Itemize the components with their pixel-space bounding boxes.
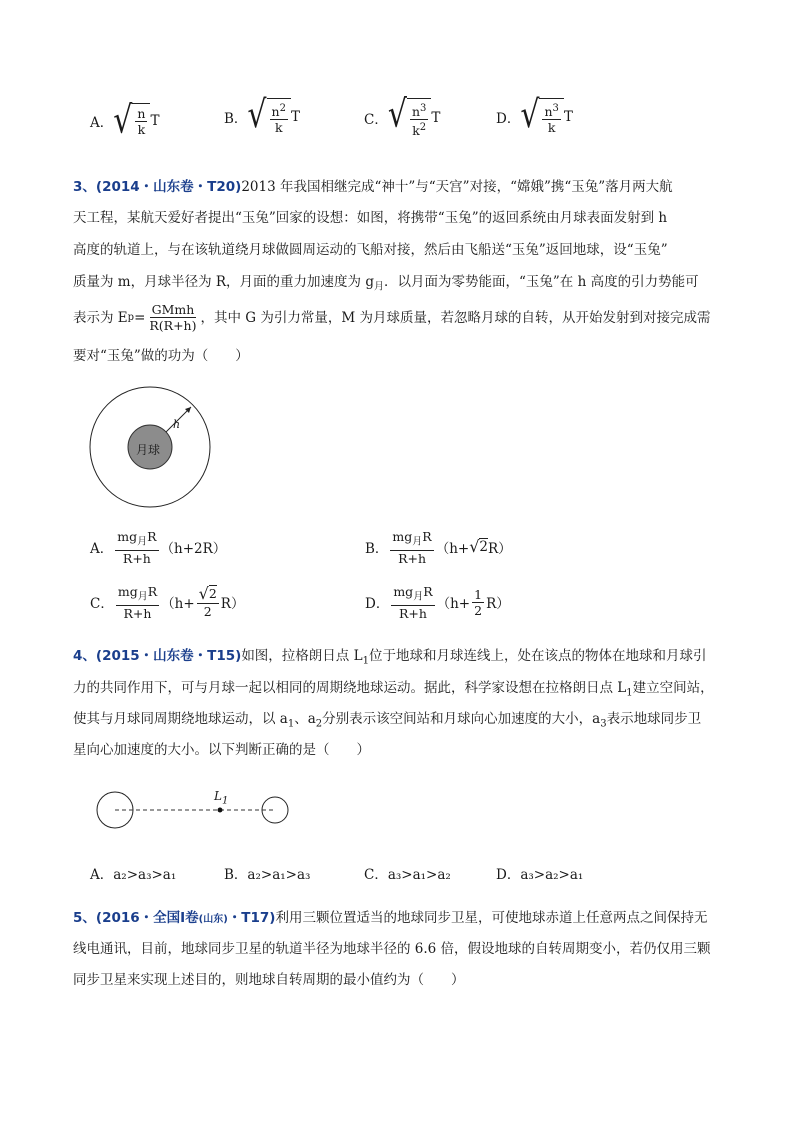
subscript: 2 <box>315 718 323 730</box>
option-label: D． <box>365 596 390 613</box>
q2-option-c <box>364 92 441 139</box>
sqrt2-over-2 <box>197 585 219 619</box>
q4-option-d: D．a₃>a₂>a₁ <box>496 867 584 883</box>
q3-option-b <box>365 529 512 566</box>
q4-text: 力的共同作用下，可与月球一起以相同的周期绕地球运动。据此，科学家设想在拉格朗日点 L <box>73 680 627 696</box>
frac-den: k <box>547 120 556 136</box>
sqrt-symbol: √ 2 <box>469 537 489 557</box>
q3-line-5 <box>73 302 710 333</box>
subscript: 月 <box>137 591 148 603</box>
frac-num: n <box>271 104 280 120</box>
option-tail: T <box>150 113 160 129</box>
radicand: 2 <box>208 586 217 602</box>
q3-text: ，其中 G 为引力常量，M 为月球质量，若忽略月球的自转，从开始发射到对接完成需 <box>200 309 711 326</box>
frac-num: n <box>544 104 553 120</box>
frac-den: 2 <box>203 604 212 620</box>
option-tail: R） <box>488 541 512 558</box>
h-label: h <box>173 418 181 431</box>
option-label: B． <box>365 541 389 558</box>
option-tail: T <box>563 108 573 125</box>
l1-letter: L <box>214 789 222 803</box>
q3-line-2: 天工程，某航天爱好者提出“玉兔”回家的设想：如图，将携带“玉兔”的返回系统由月球表面发射到 h <box>73 210 668 226</box>
frac-num: 1 <box>474 586 483 602</box>
option-tail: T <box>290 108 300 125</box>
frac-num-tail: R <box>422 529 432 544</box>
q3-option-a <box>90 529 226 566</box>
q2-option-a <box>90 98 160 143</box>
question-number: 5、(2016・全国Ⅰ卷 <box>73 910 199 926</box>
option-fraction <box>390 529 433 566</box>
potential-energy-fraction <box>147 302 198 333</box>
frac-den: 2 <box>474 602 483 618</box>
q4-text: 表示地球同步卫 <box>606 711 702 727</box>
frac-num: mg <box>117 584 138 599</box>
option-label: C． <box>364 112 388 129</box>
subscript: 1 <box>626 687 633 699</box>
q3-line-3: 高度的轨道上，与在该轨道绕月球做圆周运动的飞船对接，然后由飞船送“玉兔”返回地球，设“玉兔” <box>73 242 668 258</box>
frac-num: mg <box>393 584 414 599</box>
q4-text: 建立空间站， <box>632 680 714 696</box>
question-number: 4、(2015・山东卷・T15) <box>73 648 242 664</box>
lagrange-figure <box>90 785 300 835</box>
option-tail: （h+ <box>161 596 195 613</box>
l1-point <box>218 808 223 813</box>
q3-option-c <box>90 584 244 621</box>
option-tail: R） <box>220 596 245 613</box>
q3-text: 2013 年我国相继完成“神十”与“天宫”对接，“嫦娥”携“玉兔”落月两大航 <box>241 179 673 195</box>
q4-line-1 <box>73 646 706 672</box>
q4-line-3 <box>73 709 701 735</box>
radicand: 2 <box>479 539 489 556</box>
frac-num-tail: R <box>147 529 157 544</box>
q5-line-2: 线电通讯，目前，地球同步卫星的轨道半径为地球半径的 6.6 倍，假设地球的自转周期变小，若仍仅用三颗 <box>73 941 711 957</box>
q5-text: 利用三颗位置适当的地球同步卫星，可使地球赤道上任意两点之间保持无 <box>275 910 708 926</box>
q3-text: ．以月面为零势能面，“玉兔”在 h 高度的引力势能可 <box>383 274 699 290</box>
sqrt-symbol: √ $\frac{n^3}{k}$ <box>520 98 564 135</box>
option-label: A． <box>90 541 114 558</box>
subscript: 月 <box>137 536 148 548</box>
question-number-small: (山东) <box>198 914 228 925</box>
sqrt-symbol: √ $\frac{n^3}{k^2}$ <box>388 98 432 138</box>
sqrt-symbol: √ $\frac{n^2}{k}$ <box>247 98 291 135</box>
frac-num: mg <box>117 529 138 544</box>
exp: 3 <box>552 103 559 114</box>
option-label: A． <box>90 115 114 131</box>
question-number-tail: ・T17) <box>227 910 276 926</box>
q4-option-c: C．a₃>a₁>a₂ <box>364 867 451 883</box>
subscript: 1 <box>362 655 369 667</box>
q4-option-b: B．a₂>a₁>a₃ <box>224 867 311 883</box>
q3-line-4 <box>73 272 699 298</box>
subscript: 1 <box>221 795 229 807</box>
q2-option-d <box>496 93 573 138</box>
frac-num-tail: R <box>423 584 433 599</box>
q4-text: 如图，拉格朗日点 L <box>241 648 363 664</box>
subscript: 3 <box>600 718 607 730</box>
frac-den: k <box>137 122 146 137</box>
q4-option-a: A．a₂>a₃>a₁ <box>90 867 177 883</box>
frac-den: R+h <box>122 550 151 566</box>
q3-text: 质量为 m，月球半径为 R，月面的重力加速度为 g <box>73 274 374 290</box>
frac-num-tail: R <box>147 584 158 599</box>
option-tail: T <box>431 110 441 127</box>
q3-line-1 <box>73 177 673 197</box>
q4-line-2 <box>73 678 714 704</box>
q4-text: 使其与月球同周期绕地球运动，以 a <box>73 711 288 727</box>
q4-text: 位于地球和月球连线上，处在该点的物体在地球和月球引 <box>368 648 707 664</box>
question-number: 3、(2014・山东卷・T20) <box>73 179 242 195</box>
frac-den: R(R+h) <box>149 318 197 333</box>
l1-label <box>214 789 228 806</box>
option-tail: （h+ <box>436 596 471 613</box>
subscript: p <box>127 311 135 323</box>
frac-num: GMmh <box>151 302 195 317</box>
option-label: D． <box>496 110 521 127</box>
option-tail: （h+2R） <box>160 541 227 558</box>
one-half <box>472 587 484 618</box>
frac-den: R+h <box>123 605 152 621</box>
moon-label: 月球 <box>136 443 161 457</box>
frac-num: n <box>137 106 146 121</box>
q3-text: 表示为 E <box>73 309 128 326</box>
exp: 2 <box>279 103 286 114</box>
exp: 3 <box>420 103 427 114</box>
q4-text: 分别表示该空间站和月球向心加速度的大小，a <box>322 711 601 727</box>
sqrt-symbol: √ 2 <box>198 584 217 604</box>
q2-option-b <box>224 93 300 138</box>
frac-num: mg <box>392 529 413 544</box>
q3-line-6: 要对“玉兔”做的功为（ ） <box>73 348 249 364</box>
frac-den: R+h <box>398 550 427 566</box>
equals: = <box>134 309 146 326</box>
option-label: B． <box>224 110 248 127</box>
q4-text: 、a <box>294 711 316 727</box>
option-tail: （h+ <box>435 541 470 558</box>
q4-line-4: 星向心加速度的大小。以下判断正确的是（ ） <box>73 742 370 758</box>
frac-den: R+h <box>399 605 427 621</box>
option-label: C． <box>90 596 114 613</box>
frac-den: k <box>274 120 283 136</box>
subscript: 月 <box>412 536 423 548</box>
option-fraction <box>391 584 434 621</box>
q3-option-d <box>365 584 510 621</box>
q5-line-3: 同步卫星来实现上述目的，则地球自转周期的最小值约为（ ） <box>73 972 465 988</box>
frac-num: n <box>411 104 421 120</box>
sqrt-symbol: √ $\frac{n}{k}$ <box>113 103 150 139</box>
exp: 2 <box>419 122 427 134</box>
option-fraction <box>116 584 159 621</box>
subscript: 1 <box>287 718 295 730</box>
option-tail: R） <box>486 596 510 613</box>
option-fraction <box>115 529 158 566</box>
subscript: 月 <box>373 281 384 293</box>
subscript: 月 <box>413 591 424 603</box>
frac-den: k <box>412 123 420 139</box>
q5-line-1 <box>73 908 707 930</box>
